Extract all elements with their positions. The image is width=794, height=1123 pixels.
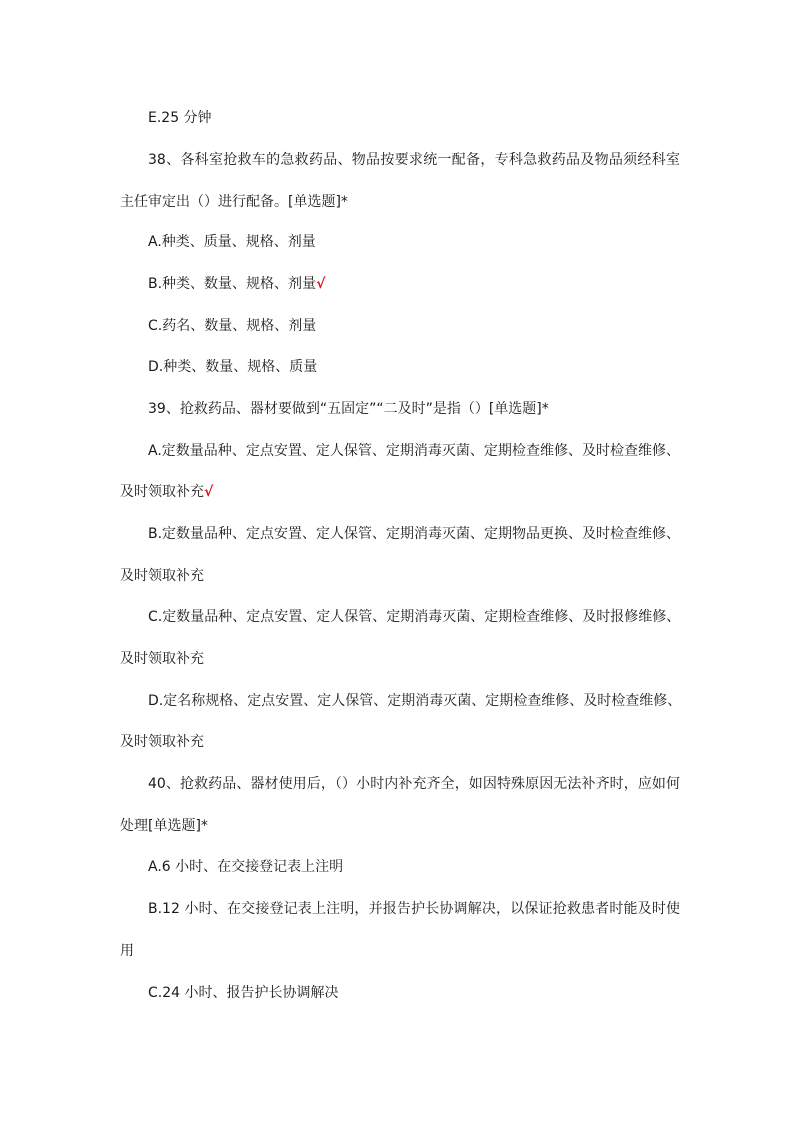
q39-option-c-line2: 及时领取补充 <box>120 651 204 667</box>
q40-option-b-line1: B.12 小时、在交接登记表上注明，并报告护长协调解决，以保证抢救患者时能及时使 <box>148 901 680 917</box>
q40-stem-line1: 40、抢救药品、器材使用后，（）小时内补充齐全，如因特殊原因无法补齐时，应如何 <box>148 776 680 792</box>
q39-option-b-line1: B.定数量品种、定点安置、定人保管、定期消毒灭菌、定期物品更换、及时检查维修、 <box>148 526 681 542</box>
q39-option-c-line1: C.定数量品种、定点安置、定人保管、定期消毒灭菌、定期检查维修、及时报修维修、 <box>148 609 681 625</box>
q39-option-a-line2 <box>120 482 680 502</box>
correct-check-icon: √ <box>204 484 214 500</box>
q39-option-d-line1: D.定名称规格、定点安置、定人保管、定期消毒灭菌、定期检查维修、及时检查维修、 <box>148 693 682 709</box>
q38-option-b-text: B.种类、数量、规格、剂量 <box>148 276 317 292</box>
correct-check-icon: √ <box>316 276 326 292</box>
q38-option-a: A.种类、质量、规格、剂量 <box>148 234 316 250</box>
q38-option-d: D.种类、数量、规格、质量 <box>148 359 318 375</box>
q40-option-b-line2: 用 <box>120 943 134 959</box>
q39-option-a-line1: A.定数量品种、定点安置、定人保管、定期消毒灭菌、定期检查维修、及时检查维修、 <box>148 443 680 459</box>
q39-option-b-line2: 及时领取补充 <box>120 568 204 584</box>
q39-option-a-text: 及时领取补充 <box>120 484 204 500</box>
q40-option-c: C.24 小时、报告护长协调解决 <box>148 985 339 1001</box>
q40-stem-line2: 处理[单选题]* <box>120 818 208 834</box>
q38-stem-line2: 主任审定出（）进行配备。[单选题]* <box>120 194 348 210</box>
q38-stem-line1: 38、各科室抢救车的急救药品、物品按要求统一配备，专科急救药品及物品须经科室 <box>148 152 680 168</box>
q38-option-c: C.药名、数量、规格、剂量 <box>148 318 317 334</box>
q37-option-e: E.25 分钟 <box>148 110 212 126</box>
q39-option-d-line2: 及时领取补充 <box>120 734 204 750</box>
q38-option-b <box>148 274 680 294</box>
q39-stem: 39、抢救药品、器材要做到“五固定”“二及时”是指（）[单选题]* <box>148 401 549 417</box>
q40-option-a: A.6 小时、在交接登记表上注明 <box>148 859 344 875</box>
